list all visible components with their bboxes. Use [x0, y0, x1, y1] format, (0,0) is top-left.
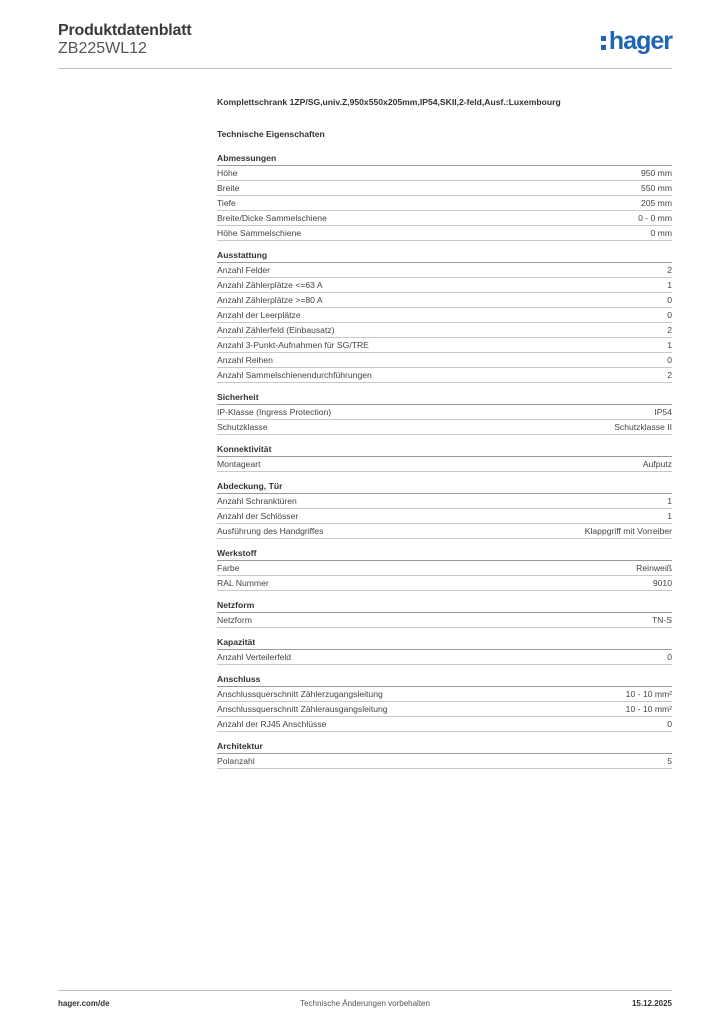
property-value: 10 - 10 mm² — [625, 704, 672, 714]
property-section — [217, 391, 672, 435]
property-label: Montageart — [217, 459, 261, 469]
section-title: Ausstattung — [217, 249, 672, 263]
property-label: Anzahl der Leerplätze — [217, 310, 301, 320]
property-section — [217, 480, 672, 539]
property-label: Anzahl Sammelschienendurchführungen — [217, 370, 372, 380]
property-row — [217, 717, 672, 732]
section-title: Abmessungen — [217, 152, 672, 166]
property-label: Anzahl Schranktüren — [217, 496, 297, 506]
property-value: 2 — [667, 325, 672, 335]
property-value: 9010 — [652, 578, 672, 588]
property-value: 0 - 0 mm — [638, 213, 672, 223]
property-row — [217, 702, 672, 717]
property-label: Anzahl Zählerplätze >=80 A — [217, 295, 323, 305]
property-label: Anzahl Verteilerfeld — [217, 652, 292, 662]
property-value: Klappgriff mit Vorreiber — [584, 526, 672, 536]
property-row — [217, 494, 672, 509]
product-code: ZB225WL12 — [58, 40, 147, 57]
property-value: 0 — [667, 355, 672, 365]
property-label: Höhe — [217, 168, 238, 178]
property-row — [217, 576, 672, 591]
property-row — [217, 687, 672, 702]
property-value: 0 — [667, 310, 672, 320]
property-row — [217, 196, 672, 211]
property-value: 0 — [667, 652, 672, 662]
property-label: Anzahl Felder — [217, 265, 271, 275]
property-section — [217, 443, 672, 472]
logo-wordmark: hager — [608, 27, 672, 55]
property-value: 1 — [667, 511, 672, 521]
property-value: 1 — [667, 280, 672, 290]
property-label: IP-Klasse (Ingress Protection) — [217, 407, 332, 417]
property-value: 1 — [667, 340, 672, 350]
property-label: Anschlussquerschnitt Zählerzugangsleitung — [217, 689, 383, 699]
property-label: Breite — [217, 183, 240, 193]
property-row — [217, 211, 672, 226]
property-label: Anzahl der Schlösser — [217, 511, 299, 521]
property-row — [217, 754, 672, 769]
section-title: Anschluss — [217, 673, 672, 687]
property-row — [217, 263, 672, 278]
datasheet-content — [217, 96, 672, 777]
property-label: Anzahl Reihen — [217, 355, 273, 365]
product-description: Komplettschrank 1ZP/SG,univ.Z,950x550x205mm,IP54,SKII,2-feld,Ausf.:Luxembourg — [217, 97, 561, 107]
property-section — [217, 152, 672, 241]
property-value: 0 mm — [650, 228, 672, 238]
property-value: Schutzklasse II — [614, 422, 672, 432]
property-value: 5 — [667, 756, 672, 766]
property-label: Höhe Sammelschiene — [217, 228, 302, 238]
property-label: Anzahl der RJ45 Anschlüsse — [217, 719, 327, 729]
property-label: Polanzahl — [217, 756, 255, 766]
property-value: TN-S — [651, 615, 672, 625]
property-section — [217, 636, 672, 665]
property-value: 1 — [667, 496, 672, 506]
page-header — [58, 22, 672, 69]
property-row — [217, 323, 672, 338]
property-section — [217, 673, 672, 732]
property-value: 205 mm — [640, 198, 672, 208]
property-row — [217, 293, 672, 308]
property-value: 950 mm — [640, 168, 672, 178]
property-row — [217, 226, 672, 241]
property-label: Ausführung des Handgriffes — [217, 526, 324, 536]
logo-dots-icon — [601, 36, 606, 50]
property-row — [217, 308, 672, 323]
property-row — [217, 561, 672, 576]
footer-website: hager.com/de — [58, 999, 110, 1008]
property-value: 2 — [667, 370, 672, 380]
page-title: Produktdatenblatt — [58, 22, 192, 39]
property-value: Reinweiß — [636, 563, 672, 573]
section-title: Architektur — [217, 740, 672, 754]
property-section — [217, 599, 672, 628]
property-sections — [217, 152, 672, 769]
section-title: Konnektivität — [217, 443, 672, 457]
property-value: Aufputz — [642, 459, 672, 469]
property-row — [217, 338, 672, 353]
property-label: Schutzklasse — [217, 422, 268, 432]
section-title: Sicherheit — [217, 391, 672, 405]
property-label: Anzahl Zählerfeld (Einbausatz) — [217, 325, 335, 335]
property-label: Anschlussquerschnitt Zählerausgangsleitung — [217, 704, 388, 714]
property-label: Breite/Dicke Sammelschiene — [217, 213, 327, 223]
property-label: RAL Nummer — [217, 578, 269, 588]
property-value: 550 mm — [640, 183, 672, 193]
property-section — [217, 249, 672, 383]
property-section — [217, 740, 672, 769]
property-row — [217, 509, 672, 524]
property-label: Netzform — [217, 615, 252, 625]
property-row — [217, 524, 672, 539]
property-row — [217, 353, 672, 368]
property-row — [217, 405, 672, 420]
footer-notice: Technische Änderungen vorbehalten — [300, 999, 430, 1008]
property-value: 2 — [667, 265, 672, 275]
property-row — [217, 166, 672, 181]
property-row — [217, 368, 672, 383]
section-title: Werkstoff — [217, 547, 672, 561]
property-value: 0 — [667, 295, 672, 305]
hager-logo — [601, 28, 672, 54]
property-value: 10 - 10 mm² — [625, 689, 672, 699]
property-section — [217, 547, 672, 591]
property-row — [217, 420, 672, 435]
property-row — [217, 613, 672, 628]
property-value: IP54 — [654, 407, 672, 417]
section-title: Abdeckung, Tür — [217, 480, 672, 494]
property-row — [217, 650, 672, 665]
property-label: Farbe — [217, 563, 240, 573]
property-row — [217, 457, 672, 472]
section-title: Kapazität — [217, 636, 672, 650]
property-label: Anzahl 3-Punkt-Aufnahmen für SG/TRE — [217, 340, 369, 350]
property-label: Anzahl Zählerplätze <=63 A — [217, 280, 323, 290]
property-row — [217, 181, 672, 196]
technical-properties-title: Technische Eigenschaften — [217, 129, 325, 139]
property-row — [217, 278, 672, 293]
property-value: 0 — [667, 719, 672, 729]
footer-date: 15.12.2025 — [631, 999, 672, 1008]
property-label: Tiefe — [217, 198, 236, 208]
section-title: Netzform — [217, 599, 672, 613]
page-footer — [58, 990, 672, 1011]
